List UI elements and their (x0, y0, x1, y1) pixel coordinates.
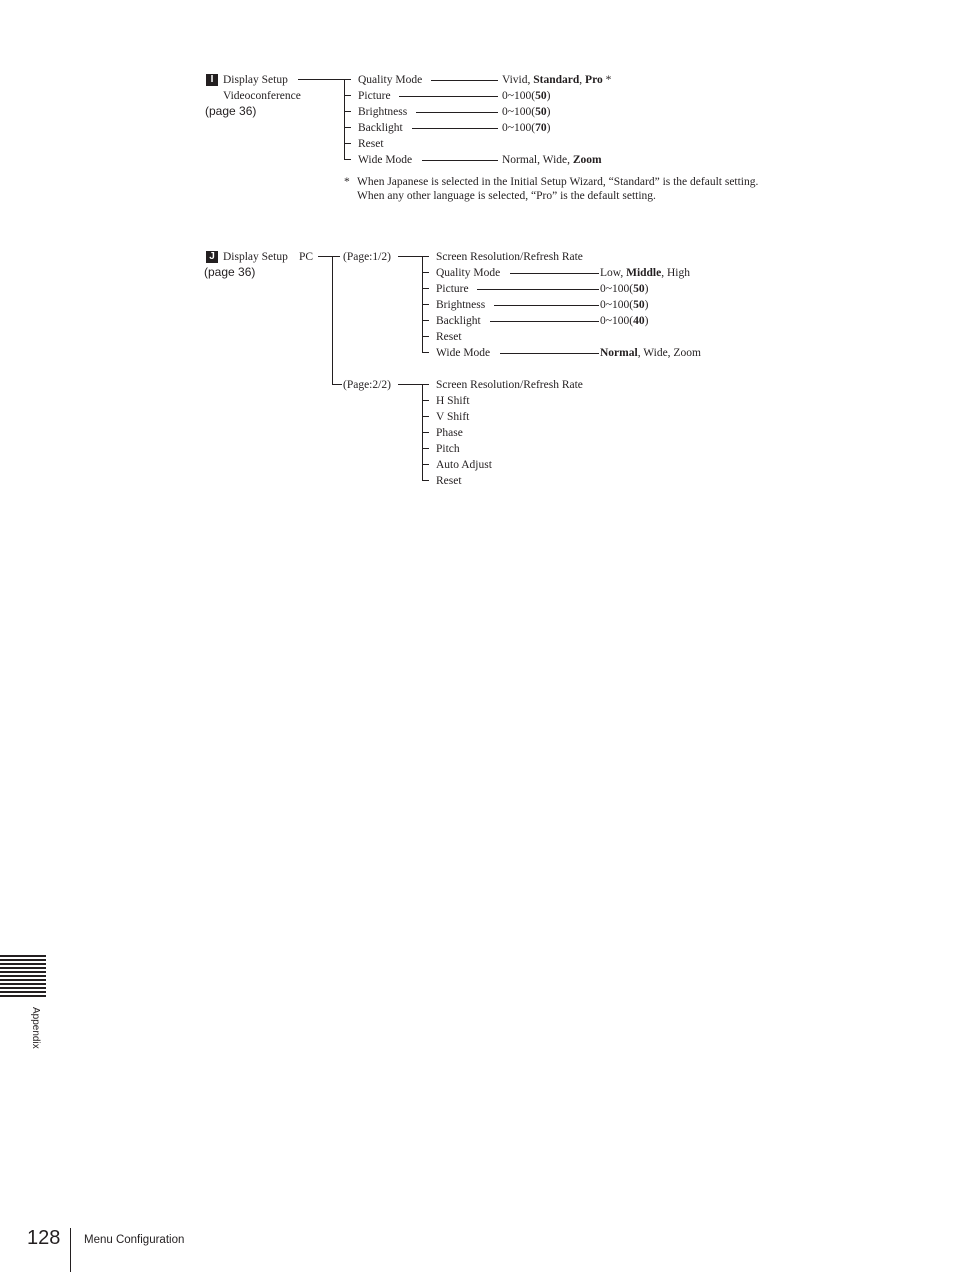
menu-item-screen-resolution: Screen Resolution/Refresh Rate (436, 379, 583, 391)
menu-value-wide-mode: Normal, Wide, Zoom (600, 347, 701, 359)
menu-item-backlight: Backlight (358, 122, 403, 134)
connector (318, 256, 340, 257)
menu-item-pitch: Pitch (436, 443, 460, 455)
menu-value-brightness: 0~100(50) (600, 299, 649, 311)
menu-item-reset: Reset (358, 138, 384, 150)
menu-item-picture: Picture (436, 283, 469, 295)
menu-item-auto-adjust: Auto Adjust (436, 459, 492, 471)
page-1-node: (Page:1/2) (343, 251, 391, 263)
menu-value-picture: 0~100(50) (502, 90, 551, 102)
section-i-subtitle: Videoconference (223, 90, 301, 102)
menu-item-phase: Phase (436, 427, 463, 439)
menu-value-quality-mode: Low, Middle, High (600, 267, 690, 279)
menu-item-wide-mode: Wide Mode (358, 154, 413, 166)
sidebar-appendix-label: Appendix (30, 1007, 41, 1049)
menu-value-wide-mode: Normal, Wide, Zoom (502, 154, 602, 166)
footer-title: Menu Configuration (84, 1234, 185, 1246)
menu-value-picture: 0~100(50) (600, 283, 649, 295)
menu-value-backlight: 0~100(40) (600, 315, 649, 327)
menu-item-picture: Picture (358, 90, 391, 102)
connector (298, 79, 344, 80)
section-j-badge: J (206, 251, 218, 263)
section-i-title: Display Setup (223, 74, 288, 86)
menu-item-quality-mode: Quality Mode (358, 74, 423, 86)
menu-item-v-shift: V Shift (436, 411, 470, 423)
menu-value-quality-mode: Vivid, Standard, Pro * (502, 74, 612, 86)
section-i-page-ref: (page 36) (205, 104, 257, 118)
section-j-title: Display Setup (223, 251, 288, 263)
menu-item-screen-resolution: Screen Resolution/Refresh Rate (436, 251, 583, 263)
page-2-node: (Page:2/2) (343, 379, 391, 391)
page-number: 128 (27, 1227, 61, 1249)
menu-item-reset: Reset (436, 475, 462, 487)
menu-item-wide-mode: Wide Mode (436, 347, 491, 359)
menu-value-backlight: 0~100(70) (502, 122, 551, 134)
menu-item-brightness: Brightness (358, 106, 408, 118)
section-i-badge: I (206, 74, 218, 86)
connector (332, 256, 333, 377)
footnote-text: When Japanese is selected in the Initial Setup Wizard, “Standard” is the default setting. When any other language is selected, “Pro” is the default setting. (357, 176, 759, 202)
menu-item-backlight: Backlight (436, 315, 481, 327)
footer-divider (70, 1228, 71, 1272)
section-j-page-ref: (page 36) (204, 265, 256, 279)
menu-item-brightness: Brightness (436, 299, 486, 311)
menu-item-h-shift: H Shift (436, 395, 470, 407)
footnote-mark: * (344, 176, 350, 188)
section-tab-bars (0, 955, 46, 999)
menu-item-quality-mode: Quality Mode (436, 267, 501, 279)
menu-item-reset: Reset (436, 331, 462, 343)
menu-value-brightness: 0~100(50) (502, 106, 551, 118)
section-j-pc: PC (299, 251, 314, 263)
connector (344, 79, 345, 159)
